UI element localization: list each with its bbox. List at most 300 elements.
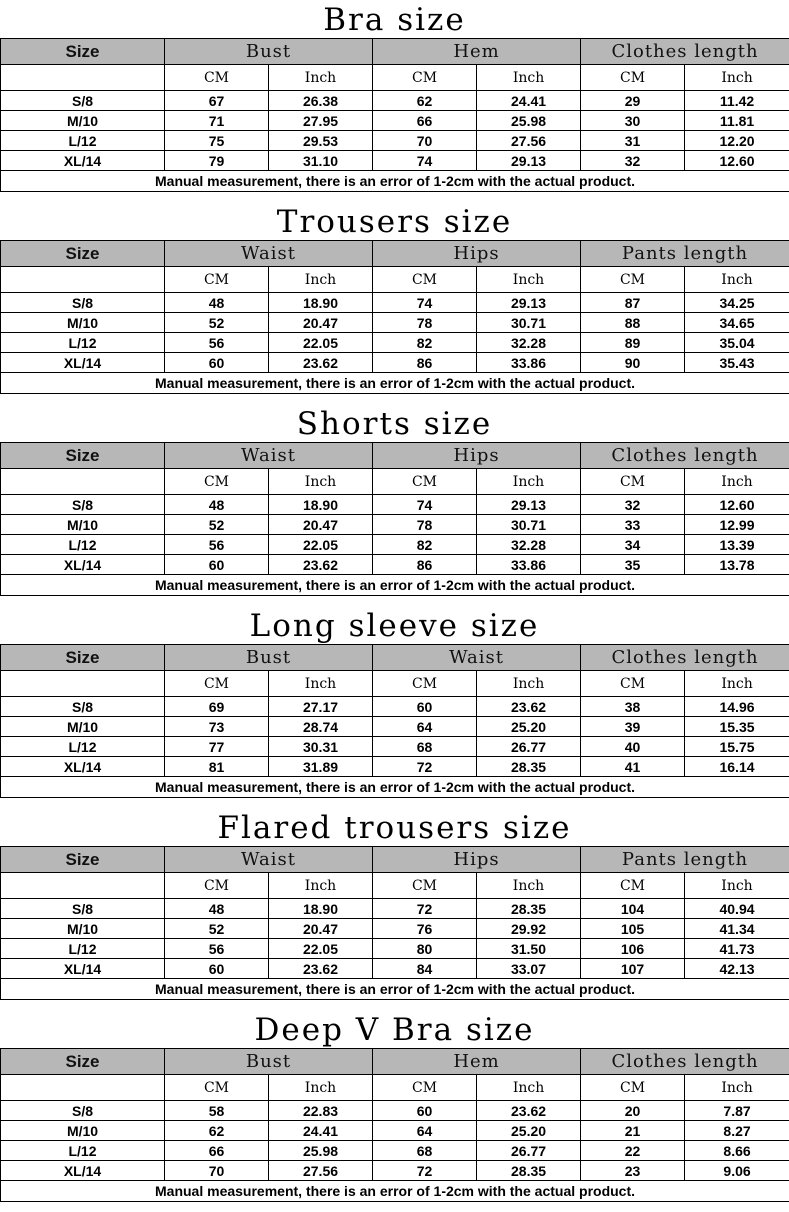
value-cell: 56	[165, 333, 269, 353]
value-cell: 28.35	[477, 757, 581, 777]
unit-cm: CM	[581, 671, 685, 697]
value-cell: 27.56	[269, 1161, 373, 1181]
section-title: Flared trousers size	[0, 808, 789, 846]
unit-row	[1, 65, 789, 91]
unit-inch: Inch	[269, 267, 373, 293]
value-cell: 68	[373, 1141, 477, 1161]
value-cell: 34.25	[685, 293, 789, 313]
value-cell: 28.74	[269, 717, 373, 737]
section-title: Deep V Bra size	[0, 1010, 789, 1048]
unit-inch: Inch	[269, 469, 373, 495]
value-cell: 15.35	[685, 717, 789, 737]
value-cell: 22.05	[269, 535, 373, 555]
value-cell: 34.65	[685, 313, 789, 333]
value-cell: 90	[581, 353, 685, 373]
value-cell: 74	[373, 495, 477, 515]
unit-inch: Inch	[685, 65, 789, 91]
value-cell: 34	[581, 535, 685, 555]
value-cell: 23.62	[477, 1101, 581, 1121]
unit-inch: Inch	[685, 671, 789, 697]
size-cell: L/12	[1, 131, 165, 151]
unit-inch: Inch	[269, 671, 373, 697]
value-cell: 15.75	[685, 737, 789, 757]
value-cell: 21	[581, 1121, 685, 1141]
measure-header: Hem	[373, 1049, 581, 1075]
size-cell: S/8	[1, 91, 165, 111]
size-section	[0, 1010, 789, 1212]
value-cell: 28.35	[477, 899, 581, 919]
unit-row	[1, 1075, 789, 1101]
unit-blank	[1, 65, 165, 91]
measurement-note: Manual measurement, there is an error of 1-2cm with the actual product.	[1, 575, 789, 596]
value-cell: 23.62	[269, 959, 373, 979]
unit-inch: Inch	[685, 267, 789, 293]
unit-cm: CM	[373, 469, 477, 495]
value-cell: 8.66	[685, 1141, 789, 1161]
value-cell: 74	[373, 293, 477, 313]
value-cell: 32.28	[477, 535, 581, 555]
table-row	[1, 151, 789, 171]
table-row	[1, 353, 789, 373]
value-cell: 86	[373, 555, 477, 575]
value-cell: 29	[581, 91, 685, 111]
measure-header: Waist	[165, 847, 373, 873]
size-cell: XL/14	[1, 151, 165, 171]
measurement-note: Manual measurement, there is an error of 1-2cm with the actual product.	[1, 373, 789, 394]
measure-header: Bust	[165, 645, 373, 671]
value-cell: 29.53	[269, 131, 373, 151]
table-row	[1, 717, 789, 737]
value-cell: 8.27	[685, 1121, 789, 1141]
value-cell: 31.10	[269, 151, 373, 171]
value-cell: 20.47	[269, 919, 373, 939]
value-cell: 60	[373, 1101, 477, 1121]
unit-cm: CM	[165, 873, 269, 899]
value-cell: 86	[373, 353, 477, 373]
measure-header: Waist	[373, 645, 581, 671]
header-row	[1, 1049, 789, 1075]
header-row	[1, 39, 789, 65]
size-cell: XL/14	[1, 959, 165, 979]
table-row	[1, 1141, 789, 1161]
value-cell: 79	[165, 151, 269, 171]
value-cell: 22	[581, 1141, 685, 1161]
value-cell: 12.20	[685, 131, 789, 151]
value-cell: 23	[581, 1161, 685, 1181]
table-row	[1, 757, 789, 777]
size-cell: S/8	[1, 293, 165, 313]
value-cell: 52	[165, 313, 269, 333]
value-cell: 48	[165, 293, 269, 313]
value-cell: 11.81	[685, 111, 789, 131]
note-row	[1, 979, 789, 1000]
measure-header: Pants length	[581, 847, 789, 873]
value-cell: 68	[373, 737, 477, 757]
table-row	[1, 535, 789, 555]
measure-header: Clothes length	[581, 39, 789, 65]
size-table	[0, 644, 789, 798]
size-cell: XL/14	[1, 1161, 165, 1181]
unit-cm: CM	[373, 873, 477, 899]
measure-header: Clothes length	[581, 443, 789, 469]
size-cell: L/12	[1, 535, 165, 555]
unit-blank	[1, 1075, 165, 1101]
unit-cm: CM	[373, 671, 477, 697]
measure-header: Waist	[165, 443, 373, 469]
table-row	[1, 293, 789, 313]
size-cell: M/10	[1, 111, 165, 131]
value-cell: 22.83	[269, 1101, 373, 1121]
unit-inch: Inch	[477, 1075, 581, 1101]
value-cell: 30	[581, 111, 685, 131]
value-cell: 20	[581, 1101, 685, 1121]
value-cell: 23.62	[269, 353, 373, 373]
value-cell: 78	[373, 313, 477, 333]
table-row	[1, 91, 789, 111]
unit-row	[1, 671, 789, 697]
value-cell: 26.38	[269, 91, 373, 111]
value-cell: 82	[373, 333, 477, 353]
measurement-note: Manual measurement, there is an error of 1-2cm with the actual product.	[1, 777, 789, 798]
value-cell: 80	[373, 939, 477, 959]
value-cell: 41	[581, 757, 685, 777]
value-cell: 29.13	[477, 293, 581, 313]
value-cell: 18.90	[269, 293, 373, 313]
value-cell: 12.60	[685, 151, 789, 171]
unit-inch: Inch	[477, 65, 581, 91]
measure-header: Pants length	[581, 241, 789, 267]
measure-header: Clothes length	[581, 645, 789, 671]
value-cell: 16.14	[685, 757, 789, 777]
value-cell: 89	[581, 333, 685, 353]
measure-header: Waist	[165, 241, 373, 267]
measure-header: Hips	[373, 443, 581, 469]
table-row	[1, 1101, 789, 1121]
value-cell: 13.39	[685, 535, 789, 555]
unit-cm: CM	[581, 65, 685, 91]
table-row	[1, 111, 789, 131]
size-section	[0, 0, 789, 202]
header-row	[1, 241, 789, 267]
value-cell: 26.77	[477, 737, 581, 757]
unit-cm: CM	[165, 469, 269, 495]
size-cell: XL/14	[1, 353, 165, 373]
measurement-note: Manual measurement, there is an error of 1-2cm with the actual product.	[1, 171, 789, 192]
size-cell: M/10	[1, 717, 165, 737]
value-cell: 35.04	[685, 333, 789, 353]
value-cell: 48	[165, 899, 269, 919]
value-cell: 18.90	[269, 899, 373, 919]
value-cell: 25.98	[477, 111, 581, 131]
unit-cm: CM	[373, 1075, 477, 1101]
size-table	[0, 442, 789, 596]
value-cell: 75	[165, 131, 269, 151]
size-cell: L/12	[1, 737, 165, 757]
size-cell: S/8	[1, 697, 165, 717]
unit-row	[1, 267, 789, 293]
note-row	[1, 1181, 789, 1202]
measure-header: Clothes length	[581, 1049, 789, 1075]
size-cell: S/8	[1, 495, 165, 515]
value-cell: 40.94	[685, 899, 789, 919]
unit-inch: Inch	[477, 873, 581, 899]
value-cell: 81	[165, 757, 269, 777]
value-cell: 26.77	[477, 1141, 581, 1161]
table-row	[1, 919, 789, 939]
size-cell: L/12	[1, 1141, 165, 1161]
size-table	[0, 846, 789, 1000]
value-cell: 88	[581, 313, 685, 333]
value-cell: 12.60	[685, 495, 789, 515]
value-cell: 72	[373, 899, 477, 919]
value-cell: 73	[165, 717, 269, 737]
value-cell: 60	[165, 959, 269, 979]
size-header: Size	[1, 443, 165, 469]
value-cell: 24.41	[477, 91, 581, 111]
value-cell: 31.50	[477, 939, 581, 959]
size-table	[0, 38, 789, 192]
value-cell: 13.78	[685, 555, 789, 575]
table-row	[1, 939, 789, 959]
value-cell: 67	[165, 91, 269, 111]
unit-inch: Inch	[685, 469, 789, 495]
value-cell: 74	[373, 151, 477, 171]
value-cell: 64	[373, 717, 477, 737]
table-row	[1, 131, 789, 151]
unit-cm: CM	[581, 267, 685, 293]
size-cell: XL/14	[1, 555, 165, 575]
measure-header: Hips	[373, 847, 581, 873]
unit-inch: Inch	[477, 267, 581, 293]
size-header: Size	[1, 645, 165, 671]
value-cell: 22.05	[269, 939, 373, 959]
measurement-note: Manual measurement, there is an error of 1-2cm with the actual product.	[1, 1181, 789, 1202]
unit-inch: Inch	[685, 1075, 789, 1101]
value-cell: 64	[373, 1121, 477, 1141]
value-cell: 38	[581, 697, 685, 717]
table-row	[1, 333, 789, 353]
value-cell: 27.56	[477, 131, 581, 151]
value-cell: 58	[165, 1101, 269, 1121]
value-cell: 29.13	[477, 151, 581, 171]
value-cell: 33.86	[477, 555, 581, 575]
value-cell: 40	[581, 737, 685, 757]
size-cell: S/8	[1, 1101, 165, 1121]
value-cell: 27.17	[269, 697, 373, 717]
note-row	[1, 171, 789, 192]
value-cell: 30.71	[477, 515, 581, 535]
value-cell: 82	[373, 535, 477, 555]
unit-blank	[1, 469, 165, 495]
unit-inch: Inch	[477, 671, 581, 697]
value-cell: 33.07	[477, 959, 581, 979]
size-header: Size	[1, 1049, 165, 1075]
table-row	[1, 555, 789, 575]
size-cell: L/12	[1, 333, 165, 353]
value-cell: 41.73	[685, 939, 789, 959]
value-cell: 29.13	[477, 495, 581, 515]
unit-row	[1, 873, 789, 899]
value-cell: 23.62	[269, 555, 373, 575]
value-cell: 18.90	[269, 495, 373, 515]
value-cell: 52	[165, 919, 269, 939]
value-cell: 11.42	[685, 91, 789, 111]
unit-cm: CM	[373, 267, 477, 293]
header-row	[1, 847, 789, 873]
note-row	[1, 373, 789, 394]
size-section	[0, 202, 789, 404]
note-row	[1, 777, 789, 798]
table-row	[1, 515, 789, 535]
value-cell: 14.96	[685, 697, 789, 717]
size-cell: M/10	[1, 1121, 165, 1141]
table-row	[1, 1161, 789, 1181]
unit-cm: CM	[581, 469, 685, 495]
value-cell: 56	[165, 939, 269, 959]
value-cell: 41.34	[685, 919, 789, 939]
header-row	[1, 443, 789, 469]
value-cell: 27.95	[269, 111, 373, 131]
value-cell: 76	[373, 919, 477, 939]
unit-blank	[1, 671, 165, 697]
value-cell: 56	[165, 535, 269, 555]
value-cell: 32	[581, 151, 685, 171]
value-cell: 70	[373, 131, 477, 151]
value-cell: 77	[165, 737, 269, 757]
value-cell: 69	[165, 697, 269, 717]
value-cell: 52	[165, 515, 269, 535]
value-cell: 25.98	[269, 1141, 373, 1161]
value-cell: 84	[373, 959, 477, 979]
table-row	[1, 959, 789, 979]
value-cell: 48	[165, 495, 269, 515]
value-cell: 78	[373, 515, 477, 535]
value-cell: 12.99	[685, 515, 789, 535]
measure-header: Hips	[373, 241, 581, 267]
unit-cm: CM	[373, 65, 477, 91]
value-cell: 33	[581, 515, 685, 535]
value-cell: 62	[165, 1121, 269, 1141]
unit-blank	[1, 873, 165, 899]
size-cell: M/10	[1, 515, 165, 535]
value-cell: 106	[581, 939, 685, 959]
section-title: Trousers size	[0, 202, 789, 240]
unit-inch: Inch	[269, 65, 373, 91]
table-row	[1, 495, 789, 515]
value-cell: 71	[165, 111, 269, 131]
measure-header: Bust	[165, 1049, 373, 1075]
note-row	[1, 575, 789, 596]
section-title: Long sleeve size	[0, 606, 789, 644]
unit-cm: CM	[165, 65, 269, 91]
table-row	[1, 313, 789, 333]
unit-inch: Inch	[477, 469, 581, 495]
table-row	[1, 899, 789, 919]
measure-header: Bust	[165, 39, 373, 65]
value-cell: 22.05	[269, 333, 373, 353]
value-cell: 30.31	[269, 737, 373, 757]
size-header: Size	[1, 241, 165, 267]
value-cell: 105	[581, 919, 685, 939]
size-section	[0, 808, 789, 1010]
value-cell: 29.92	[477, 919, 581, 939]
value-cell: 60	[165, 555, 269, 575]
value-cell: 66	[165, 1141, 269, 1161]
value-cell: 7.87	[685, 1101, 789, 1121]
value-cell: 9.06	[685, 1161, 789, 1181]
section-title: Bra size	[0, 0, 789, 38]
table-row	[1, 737, 789, 757]
value-cell: 60	[165, 353, 269, 373]
unit-cm: CM	[165, 267, 269, 293]
unit-row	[1, 469, 789, 495]
size-cell: S/8	[1, 899, 165, 919]
value-cell: 32.28	[477, 333, 581, 353]
value-cell: 66	[373, 111, 477, 131]
value-cell: 30.71	[477, 313, 581, 333]
value-cell: 35	[581, 555, 685, 575]
value-cell: 25.20	[477, 1121, 581, 1141]
value-cell: 60	[373, 697, 477, 717]
value-cell: 23.62	[477, 697, 581, 717]
value-cell: 32	[581, 495, 685, 515]
table-row	[1, 697, 789, 717]
value-cell: 20.47	[269, 313, 373, 333]
measurement-note: Manual measurement, there is an error of 1-2cm with the actual product.	[1, 979, 789, 1000]
unit-cm: CM	[581, 873, 685, 899]
value-cell: 33.86	[477, 353, 581, 373]
size-cell: M/10	[1, 313, 165, 333]
value-cell: 25.20	[477, 717, 581, 737]
value-cell: 31.89	[269, 757, 373, 777]
unit-inch: Inch	[685, 873, 789, 899]
value-cell: 39	[581, 717, 685, 737]
unit-cm: CM	[165, 1075, 269, 1101]
size-cell: M/10	[1, 919, 165, 939]
value-cell: 28.35	[477, 1161, 581, 1181]
measure-header: Hem	[373, 39, 581, 65]
section-title: Shorts size	[0, 404, 789, 442]
unit-cm: CM	[165, 671, 269, 697]
size-header: Size	[1, 847, 165, 873]
value-cell: 107	[581, 959, 685, 979]
size-table	[0, 240, 789, 394]
unit-blank	[1, 267, 165, 293]
value-cell: 42.13	[685, 959, 789, 979]
size-cell: XL/14	[1, 757, 165, 777]
size-section	[0, 606, 789, 808]
value-cell: 87	[581, 293, 685, 313]
table-row	[1, 1121, 789, 1141]
value-cell: 31	[581, 131, 685, 151]
value-cell: 20.47	[269, 515, 373, 535]
size-cell: L/12	[1, 939, 165, 959]
value-cell: 35.43	[685, 353, 789, 373]
value-cell: 62	[373, 91, 477, 111]
value-cell: 72	[373, 757, 477, 777]
value-cell: 24.41	[269, 1121, 373, 1141]
size-header: Size	[1, 39, 165, 65]
value-cell: 104	[581, 899, 685, 919]
size-table	[0, 1048, 789, 1202]
unit-inch: Inch	[269, 873, 373, 899]
unit-inch: Inch	[269, 1075, 373, 1101]
value-cell: 70	[165, 1161, 269, 1181]
unit-cm: CM	[581, 1075, 685, 1101]
header-row	[1, 645, 789, 671]
value-cell: 72	[373, 1161, 477, 1181]
size-section	[0, 404, 789, 606]
